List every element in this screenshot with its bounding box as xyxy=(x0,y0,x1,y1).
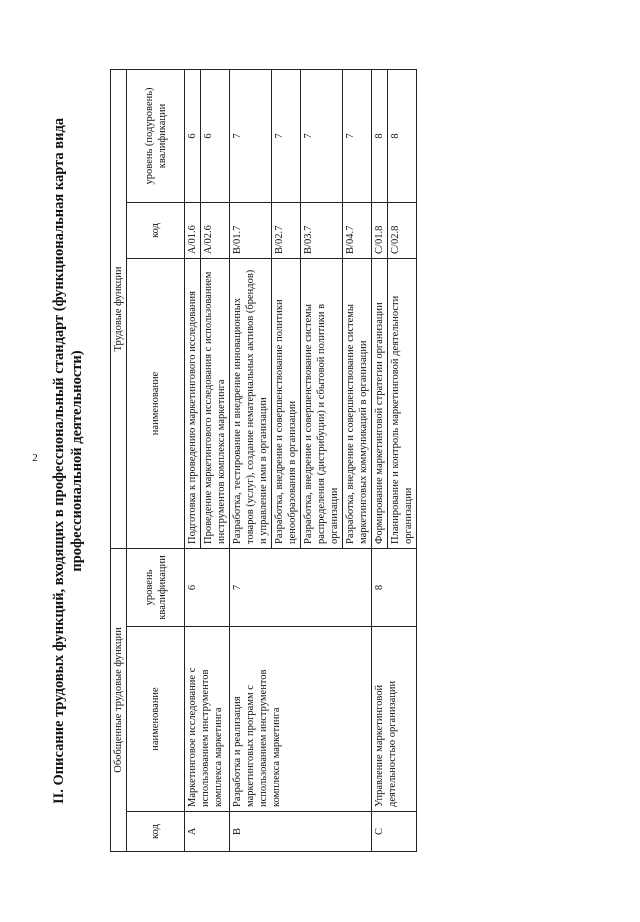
page-number: 2 xyxy=(32,452,38,464)
group-name: Маркетинговое исследование с использованием инструментов комплекса маркетинга xyxy=(185,627,230,812)
function-level: 6 xyxy=(201,69,230,202)
group-code: C xyxy=(372,812,417,852)
header-level: уровень квалификации xyxy=(127,548,185,626)
function-code: B/01.7 xyxy=(230,202,272,258)
function-code: A/02.6 xyxy=(201,202,230,258)
function-code: A/01.6 xyxy=(185,202,201,258)
table-row xyxy=(372,69,388,851)
function-level: 6 xyxy=(185,69,201,202)
labor-functions-table xyxy=(110,69,417,852)
function-code: B/04.7 xyxy=(343,202,372,258)
group-name: Управление маркетинговой деятельностью организации xyxy=(372,627,417,812)
group-level: 7 xyxy=(230,548,372,626)
header-code: код xyxy=(127,812,185,852)
function-level: 7 xyxy=(301,69,343,202)
header-generalized-functions: Обобщенные трудовые функции xyxy=(111,548,127,851)
function-name: Разработка, внедрение и совершенствование системы маркетинговых коммуникаций в организации xyxy=(343,258,372,548)
table-row xyxy=(230,69,272,851)
function-name: Планирование и контроль маркетинговой деятельности организации xyxy=(388,258,417,548)
header-labor-functions: Трудовые функции xyxy=(111,69,127,548)
header-name: наименование xyxy=(127,627,185,812)
header-function-name: наименование xyxy=(127,258,185,548)
group-code: B xyxy=(230,812,372,852)
function-name: Разработка, внедрение и совершенствование системы распределения (дистрибуции) и сбытовой политики в организации xyxy=(301,258,343,548)
function-code: B/02.7 xyxy=(272,202,301,258)
section-title xyxy=(50,66,102,856)
section-title-line-1: II. Описание трудовых функций, входящих в профессиональный стандарт (функциональная карта вида xyxy=(51,117,67,805)
group-name: Разработка и реализация маркетинговых программ с использованием инструментов комплекса маркетинга xyxy=(230,627,372,812)
table-row xyxy=(185,69,201,851)
group-level: 8 xyxy=(372,548,417,626)
function-name: Подготовка к проведению маркетингового исследования xyxy=(185,258,201,548)
function-code: B/03.7 xyxy=(301,202,343,258)
function-level: 8 xyxy=(372,69,388,202)
function-level: 8 xyxy=(388,69,417,202)
function-level: 7 xyxy=(343,69,372,202)
function-name: Проведение маркетингового исследования с использованием инструментов комплекса маркетинга xyxy=(201,258,230,548)
function-name: Разработка, внедрение и совершенствование политики ценообразования в организации xyxy=(272,258,301,548)
group-level: 6 xyxy=(185,548,230,626)
rotated-page-content xyxy=(50,66,590,856)
function-name: Формирование маркетинговой стратегии организации xyxy=(372,258,388,548)
section-title-line-2: профессиональной деятельности) xyxy=(69,350,85,572)
function-level: 7 xyxy=(272,69,301,202)
header-sublevel: уровень (подуровень) квалификации xyxy=(127,69,185,202)
function-level: 7 xyxy=(230,69,272,202)
function-name: Разработка, тестирование и внедрение инновационных товаров (услуг), создание нематериальных активов (брендов) и управление ими в организации xyxy=(230,258,272,548)
function-code: C/01.8 xyxy=(372,202,388,258)
group-code: A xyxy=(185,812,230,852)
header-function-code: код xyxy=(127,202,185,258)
function-code: C/02.8 xyxy=(388,202,417,258)
